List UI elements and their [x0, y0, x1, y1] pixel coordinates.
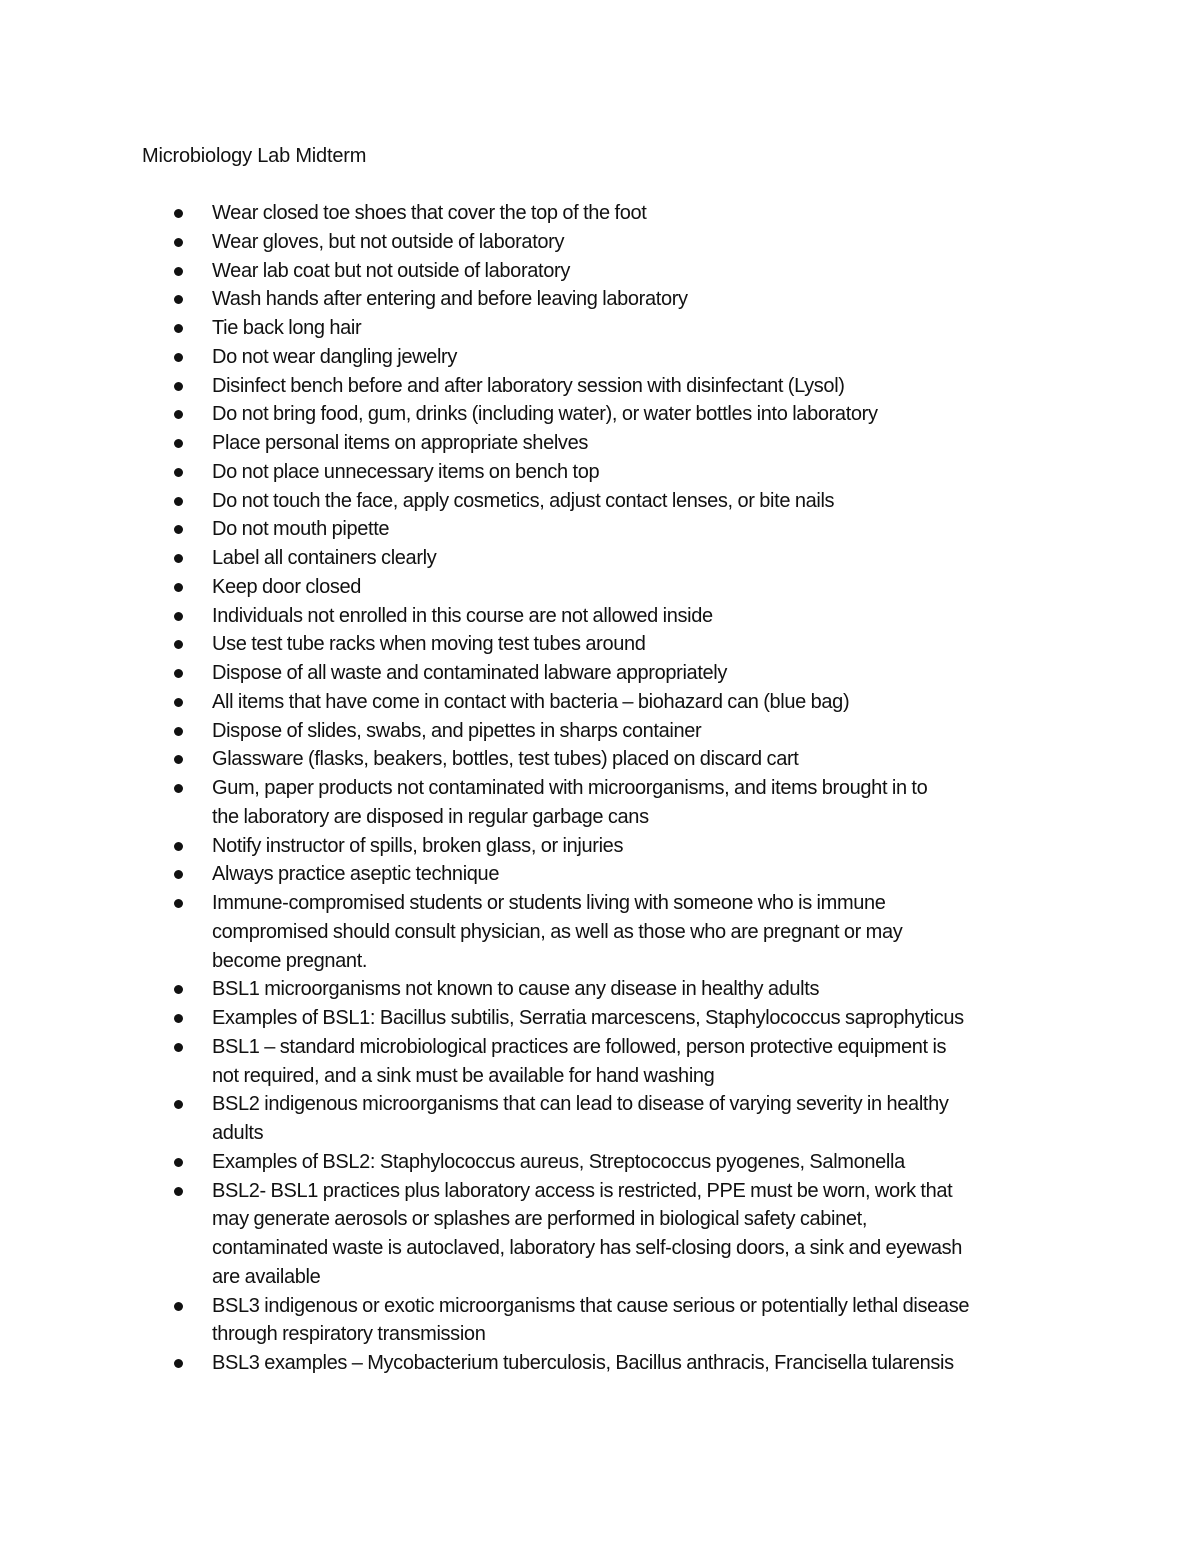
bullet-item: [0, 228, 1200, 257]
bullet-text: BSL1 – standard microbiological practices are followed, person protective equipment is not required, and a sink must be available for hand washing: [212, 1035, 947, 1087]
bullet-item: [0, 544, 1200, 573]
bullet-dot-icon: [174, 1043, 183, 1052]
bullet-dot-icon: [174, 1359, 183, 1368]
bullet-dot-icon: [174, 353, 183, 362]
bullet-item: [0, 257, 1200, 286]
bullet-text: Immune-compromised students or students living with someone who is immune compromised should consult physician, as well as those who are pregnant or may become pregnant.: [212, 892, 903, 972]
bullet-text: Do not bring food, gum, drinks (including water), or water bottles into laboratory: [212, 403, 878, 426]
bullet-dot-icon: [174, 324, 183, 333]
bullet-item: [0, 400, 1200, 429]
bullet-text: BSL2 indigenous microorganisms that can lead to disease of varying severity in healthy adults: [212, 1093, 949, 1144]
bullet-dot-icon: [174, 784, 183, 793]
bullet-item: [0, 1177, 1200, 1292]
bullet-text: BSL1 microorganisms not known to cause any disease in healthy adults: [212, 978, 820, 1001]
bullet-text: Label all containers clearly: [212, 547, 437, 569]
bullet-text: Disinfect bench before and after laboratory session with disinfectant (Lysol): [212, 374, 845, 397]
bullet-text: Do not touch the face, apply cosmetics, adjust contact lenses, or bite nails: [212, 489, 835, 512]
bullet-list: [0, 199, 1200, 1378]
bullet-text: Individuals not enrolled in this course are not allowed inside: [212, 604, 713, 627]
bullet-dot-icon: [174, 209, 183, 218]
bullet-dot-icon: [174, 1302, 183, 1311]
bullet-dot-icon: [174, 727, 183, 736]
bullet-item: [0, 372, 1200, 401]
bullet-dot-icon: [174, 267, 183, 276]
bullet-item: [0, 889, 1200, 975]
bullet-dot-icon: [174, 640, 183, 649]
bullet-item: [0, 199, 1200, 228]
bullet-text: Do not place unnecessary items on bench top: [212, 460, 600, 483]
bullet-text: Examples of BSL2: Staphylococcus aureus, Streptococcus pyogenes, Salmonella: [212, 1150, 905, 1173]
bullet-dot-icon: [174, 842, 183, 851]
bullet-dot-icon: [174, 1158, 183, 1167]
bullet-item: [0, 630, 1200, 659]
bullet-item: [0, 285, 1200, 314]
bullet-text: Place personal items on appropriate shelves: [212, 432, 589, 454]
bullet-text: Do not mouth pipette: [212, 518, 390, 541]
bullet-text: Do not wear dangling jewelry: [212, 345, 458, 368]
bullet-item: [0, 860, 1200, 889]
document-title: Microbiology Lab Midterm: [142, 145, 367, 167]
bullet-dot-icon: [174, 525, 183, 534]
bullet-dot-icon: [174, 410, 183, 419]
bullet-dot-icon: [174, 439, 183, 448]
bullet-text: Dispose of all waste and contaminated labware appropriately: [212, 662, 728, 684]
bullet-text: Glassware (flasks, beakers, bottles, test tubes) placed on discard cart: [212, 748, 799, 771]
bullet-item: [0, 1033, 1200, 1091]
bullet-text: Wash hands after entering and before leaving laboratory: [212, 288, 688, 311]
bullet-dot-icon: [174, 1014, 183, 1023]
bullet-text: Keep door closed: [212, 575, 362, 598]
bullet-dot-icon: [174, 554, 183, 563]
bullet-item: [0, 1292, 1200, 1350]
bullet-text: Wear gloves, but not outside of laboratory: [212, 230, 565, 253]
bullet-item: [0, 487, 1200, 516]
bullet-dot-icon: [174, 1100, 183, 1109]
bullet-item: [0, 745, 1200, 774]
bullet-text: Gum, paper products not contaminated with microorganisms, and items brought in to the laboratory are disposed in regular garbage cans: [212, 777, 928, 828]
bullet-text: All items that have come in contact with bacteria – biohazard can (blue bag): [212, 690, 850, 713]
bullet-item: [0, 573, 1200, 602]
bullet-item: [0, 343, 1200, 372]
bullet-dot-icon: [174, 382, 183, 391]
bullet-dot-icon: [174, 899, 183, 908]
bullet-text: BSL2- BSL1 practices plus laboratory access is restricted, PPE must be worn, work that may generate aerosols or splashes are performed in biological safety cabinet, contaminated waste is autoclaved, laboratory has self-closing doors, a sink and eyewash are available: [212, 1179, 963, 1288]
bullet-item: [0, 314, 1200, 343]
bullet-dot-icon: [174, 698, 183, 707]
bullet-item: [0, 975, 1200, 1004]
bullet-text: Examples of BSL1: Bacillus subtilis, Serratia marcescens, Staphylococcus saprophyticus: [212, 1007, 964, 1029]
bullet-item: [0, 659, 1200, 688]
bullet-item: [0, 458, 1200, 487]
bullet-text: Always practice aseptic technique: [212, 863, 500, 886]
bullet-dot-icon: [174, 870, 183, 879]
bullet-dot-icon: [174, 985, 183, 994]
bullet-dot-icon: [174, 497, 183, 506]
bullet-dot-icon: [174, 583, 183, 592]
bullet-text: Dispose of slides, swabs, and pipettes in sharps container: [212, 719, 702, 742]
bullet-text: Wear closed toe shoes that cover the top of the foot: [212, 202, 647, 224]
bullet-text: Tie back long hair: [212, 317, 362, 339]
bullet-text: BSL3 indigenous or exotic microorganisms that cause serious or potentially lethal disease through respiratory transmission: [212, 1294, 970, 1346]
bullet-item: [0, 774, 1200, 832]
bullet-dot-icon: [174, 238, 183, 247]
bullet-dot-icon: [174, 755, 183, 764]
bullet-dot-icon: [174, 612, 183, 621]
bullet-text: Wear lab coat but not outside of laboratory: [212, 259, 570, 282]
bullet-item: [0, 1090, 1200, 1148]
bullet-dot-icon: [174, 468, 183, 477]
bullet-text: Use test tube racks when moving test tubes around: [212, 633, 646, 656]
bullet-dot-icon: [174, 1187, 183, 1196]
bullet-dot-icon: [174, 669, 183, 678]
bullet-item: [0, 832, 1200, 861]
bullet-text: BSL3 examples – Mycobacterium tuberculosis, Bacillus anthracis, Francisella tularensis: [212, 1352, 954, 1374]
bullet-text: Notify instructor of spills, broken glass, or injuries: [212, 834, 624, 857]
bullet-item: [0, 688, 1200, 717]
bullet-item: [0, 1004, 1200, 1033]
bullet-item: [0, 515, 1200, 544]
bullet-item: [0, 602, 1200, 631]
bullet-dot-icon: [174, 295, 183, 304]
bullet-item: [0, 717, 1200, 746]
bullet-item: [0, 429, 1200, 458]
bullet-item: [0, 1148, 1200, 1177]
bullet-item: [0, 1349, 1200, 1378]
